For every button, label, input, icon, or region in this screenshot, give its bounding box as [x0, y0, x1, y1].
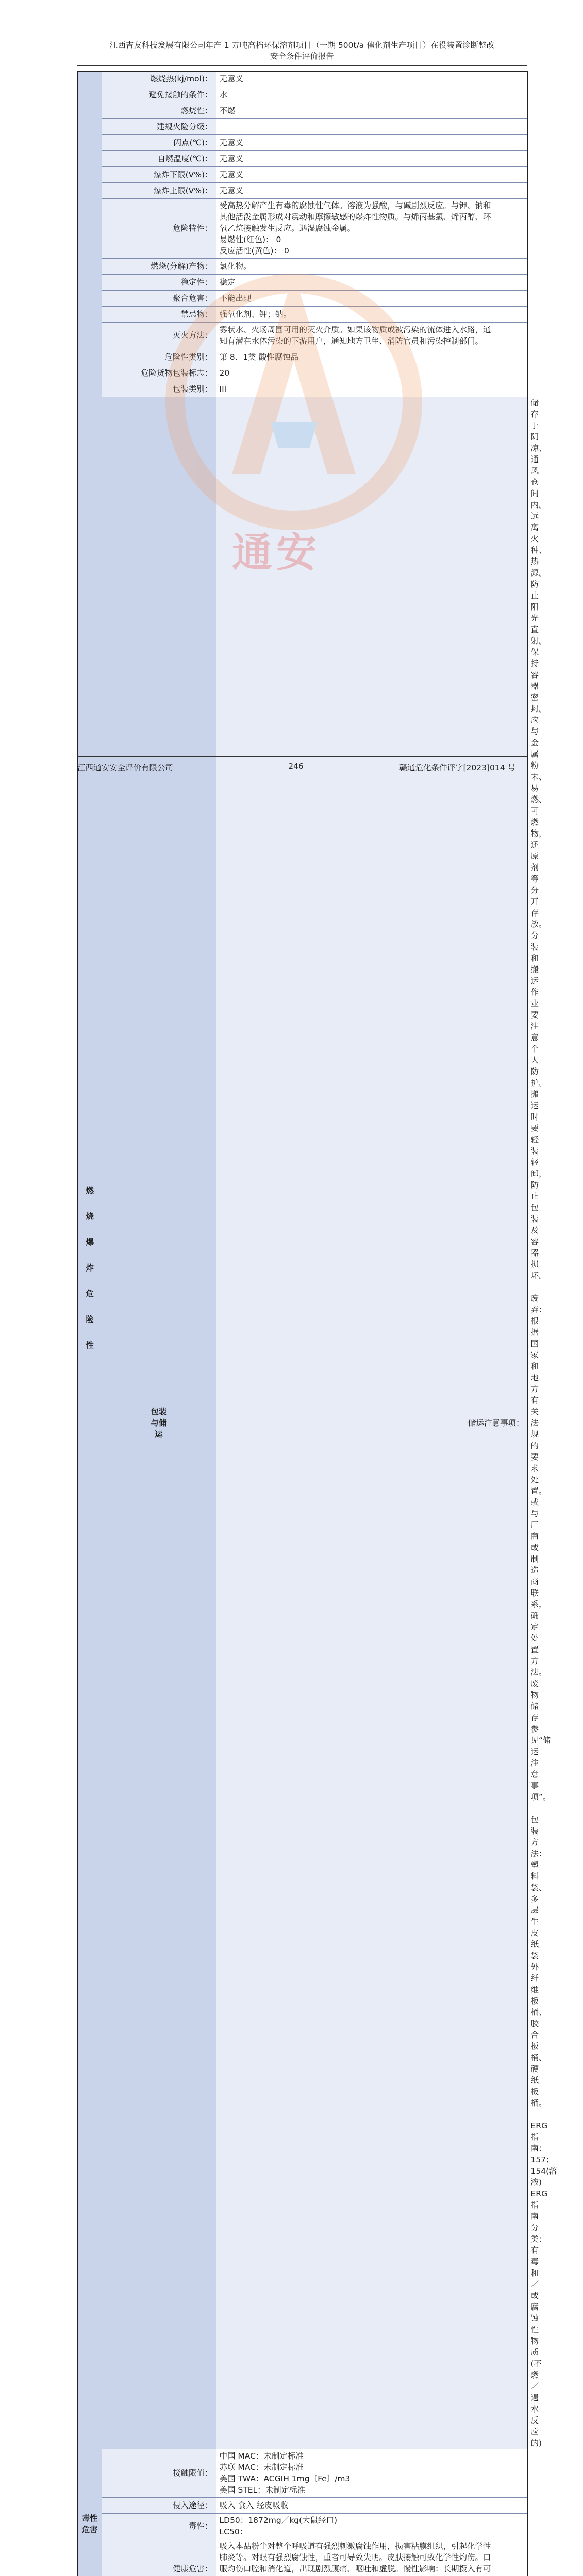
table-row — [78, 365, 527, 381]
table-row — [78, 2539, 527, 2576]
report-header — [77, 40, 527, 62]
row-value: 吸入 食入 经皮吸收 — [216, 2497, 527, 2513]
value-line: 美国 TWA：ACGIH 1mg〔Fe〕/m3 — [219, 2474, 351, 2483]
table-row — [78, 274, 527, 290]
row-value: 氯化物。 — [216, 258, 527, 274]
section-label: 燃 烧 爆 炸 危 险 性 — [86, 1185, 94, 1350]
table-row — [78, 2497, 527, 2513]
value-line: 雾状水、火场周围可用的灭火介质。如果该物质或被污染的流体进入水路，通 — [219, 325, 491, 334]
table-row — [78, 87, 527, 103]
value-line: LC50： — [219, 2527, 248, 2536]
value-line: 吸入本品粉尘对整个呼吸道有强烈刺激腐蚀作用，损害粘膜组织，引起化学性 — [219, 2541, 491, 2551]
table-row — [78, 71, 527, 87]
table-row — [78, 258, 527, 274]
row-label: 燃烧性： — [102, 103, 216, 118]
row-label: 燃烧(分解)产物： — [102, 258, 216, 274]
row-label: 危险性类别： — [102, 349, 216, 365]
row-label: 危险特性： — [102, 198, 216, 258]
row-value: 稳定 — [216, 274, 527, 290]
row-label: 储运注意事项： — [216, 397, 527, 2449]
row-value: 20 — [216, 365, 527, 381]
row-value-exposure-limits — [216, 2449, 527, 2497]
row-label: 爆炸上限(V%)： — [102, 182, 216, 198]
row-label: 建规火险分级： — [102, 118, 216, 134]
value-line: 其他活泼金属形成对震动和摩擦敏感的爆炸性物质。与烯丙基氯、烯丙醇、环 — [219, 212, 491, 222]
row-value: III — [216, 381, 527, 397]
value-line: 氧乙烷接触发生反应。遇湿腐蚀金属。 — [219, 224, 356, 233]
value-line: 易燃性(红色)： 0 — [219, 235, 281, 244]
row-value: 无意义 — [216, 71, 527, 87]
row-value: 第 8．1类 酸性腐蚀品 — [216, 349, 527, 365]
value-line: 反应活性(黄色)： 0 — [219, 246, 289, 256]
table-row — [78, 166, 527, 182]
row-value: 强氧化剂、钾；钠。 — [216, 306, 527, 322]
report-title-line1: 江西吉友科技发展有限公司年产 1 万吨高档环保溶剂项目（一期 500t/a 催化剂生产项目）在役装置诊断整改 — [109, 41, 495, 50]
row-value-hazard-properties — [216, 198, 527, 258]
row-label: 包装类别： — [102, 381, 216, 397]
row-value — [216, 118, 527, 134]
table-row — [78, 322, 527, 349]
row-value-health-hazards — [216, 2539, 527, 2576]
row-label: 毒性： — [102, 2513, 216, 2539]
table-row — [78, 198, 527, 258]
table-row — [78, 182, 527, 198]
footer-page-number: 246 — [288, 761, 304, 771]
section-cell-blank — [78, 71, 102, 87]
row-value-toxicity — [216, 2513, 527, 2539]
row-value: 无意义 — [216, 134, 527, 150]
row-label: 稳定性： — [102, 274, 216, 290]
row-label: 爆炸下限(V%)： — [102, 166, 216, 182]
section-toxicity-hazard — [78, 2449, 102, 2576]
row-value-extinguishing — [216, 322, 527, 349]
value-line: 受高热分解产生有毒的腐蚀性气体。溶液为强酸，与碱剧烈反应。与钾、钠和 — [219, 201, 491, 210]
table-row — [78, 2513, 527, 2539]
table-row — [78, 381, 527, 397]
footer-certificate-number: 赣通危化条件评字[2023]014 号 — [399, 763, 515, 772]
value-line: 苏联 MAC：未制定标准 — [219, 2463, 304, 2472]
value-line: 肺炎等。对眼有强烈腐蚀性，重者可导致失明。皮肤接触可致化学性灼伤。口 — [219, 2553, 491, 2562]
table-row — [78, 290, 527, 306]
row-label: 自燃温度(℃)： — [102, 150, 216, 166]
row-value: 无意义 — [216, 150, 527, 166]
table-row — [78, 118, 527, 134]
row-label: 灭火方法： — [102, 322, 216, 349]
section-combustion-hazard — [78, 87, 102, 2449]
table-row — [78, 349, 527, 365]
header-divider — [77, 65, 527, 66]
watermark-text: 通安 — [232, 530, 321, 576]
value-line: LD50：1872mg／kg(大鼠经口) — [219, 2516, 338, 2525]
section-label: 毒性 危害 — [81, 2513, 98, 2534]
table-row — [78, 306, 527, 322]
table-row — [78, 134, 527, 150]
row-value: 不能出现 — [216, 290, 527, 306]
row-label: 健康危害： — [102, 2539, 216, 2576]
row-label: 侵入途径： — [102, 2497, 216, 2513]
section-packaging-storage — [102, 397, 216, 2449]
table-row — [78, 150, 527, 166]
row-value: 水 — [216, 87, 527, 103]
table-row: 包装 与储 运 储运注意事项： 储存于阴凉、通风仓间内。远离火种、热源。防止阳光直射。保持容器密封。 应与金属粉末、易燃、可燃物，还原剂等分开存放。分装和搬运作业要注意个 人防护。搬运时要轻装轻卸，防止包装及容器损坏。 废弃：根据国家和地方有关法规的要求处置。或与厂商或制造商联系，确定处 置方法。废物储存参见“储运注意事项”。 包装方法：塑料袋、多层牛皮纸袋外纤维板桶、胶合板桶、硬纸板桶。 ERG 指南：157；154(溶液) ERG 指南分类：有毒和／或腐蚀性物质(不燃／遇水反应的) — [78, 397, 527, 2449]
row-value: 无意义 — [216, 182, 527, 198]
row-label: 避免接触的条件： — [102, 87, 216, 103]
msds-table — [77, 71, 557, 2576]
row-label: 燃烧热(kj/mol)： — [102, 71, 216, 87]
table-row — [78, 103, 527, 118]
row-label: 聚合危害： — [102, 290, 216, 306]
footer-company: 江西通安安全评价有限公司 — [77, 763, 174, 772]
row-label: 闪点(℃)： — [102, 134, 216, 150]
table-row — [78, 2449, 527, 2497]
report-title-line2: 安全条件评价报告 — [270, 52, 334, 61]
row-label: 危险货物包装标志： — [102, 365, 216, 381]
value-line: 中国 MAC：未制定标准 — [219, 2451, 304, 2461]
value-line: 知有潜在水体污染的下游用户，通知地方卫生、消防官员和污染控制部门。 — [219, 336, 484, 346]
row-label: 接触限值： — [102, 2449, 216, 2497]
value-line: 美国 STEL：未制定标准 — [219, 2485, 306, 2495]
row-label: 禁忌物： — [102, 306, 216, 322]
row-value: 无意义 — [216, 166, 527, 182]
row-value: 不燃 — [216, 103, 527, 118]
footer-divider — [77, 756, 527, 757]
value-line: 服灼伤口腔和消化道，出现剧烈腹痛、呕吐和虚脱。慢性影响：长期摄入有可 — [219, 2564, 491, 2573]
section-label: 包装 与储 运 — [151, 1406, 167, 1439]
